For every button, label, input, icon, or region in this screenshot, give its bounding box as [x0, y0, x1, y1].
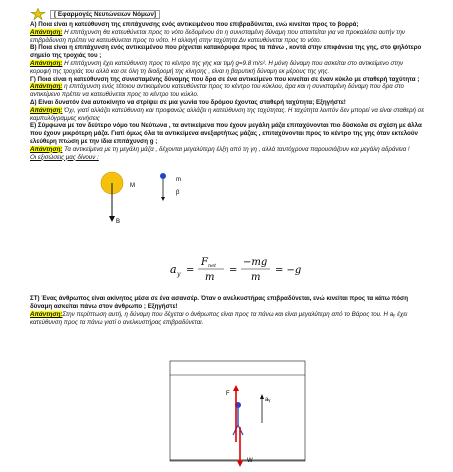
document-page [30, 8, 425, 467]
answer-text: Όχι, γιατί αλλάζει κατεύθυνση και προφανώς αλλάζει η κατεύθυνση της ταχύτητας. Η ταχύτητα λοιπόν δεν μπορεί να είναι σταθερή σε καμπυλόγραμμες κινήσεις [30, 106, 425, 122]
weight-W-arrowhead [237, 461, 243, 467]
answer-label: Απάντηση: [30, 106, 63, 114]
answer-label: Απάντηση: [30, 145, 63, 153]
small-ball [160, 173, 166, 179]
formula-sub-net: net [208, 263, 217, 270]
answer-paragraph [30, 83, 425, 99]
answer-text: η επιτάχυνση ενός τέτοιου αντικειμένου κατευθύνεται προς το κέντρο του κύκλου, άρα και η συνισταμένη δύναμη που δρα στο αντικείμενο πρέπει να κατευθύνεται προς το κέντρο του κύκλο. [30, 83, 404, 99]
question-text: Β) Ποια είναι η επιτάχυνση ενός αντικειμένου που ρίχνεται κατακόρυφα προς τα πάνω , κοντά στην επιφάνεια της γης, στο ψηλότερο σημείο της τροχιάς του ; [30, 44, 422, 60]
formula-den2: m [251, 272, 261, 284]
answer-paragraph [30, 107, 425, 123]
formula-num1: F [201, 257, 208, 269]
label-W: W [247, 457, 253, 464]
qa-block [30, 21, 425, 154]
formula-num2: −mg [243, 257, 268, 269]
formula-rhs: = −g [275, 265, 302, 277]
free-fall-formula [30, 247, 425, 295]
answer-label: Απάντηση: [30, 83, 63, 91]
star-icon [30, 8, 46, 20]
large-ball-arrowhead [109, 216, 115, 222]
answer-label: Απάντηση: [30, 28, 63, 36]
question-text: Γ) Ποια είναι η κατεύθυνση της συνισταμένης δύναμης που δρα σε ένα αντικείμενο που κινείται σε έναν κύκλο με σταθερή ταχύτητα ; [30, 75, 420, 83]
label-M: M [130, 183, 135, 190]
answer-label: Απάντηση: [30, 59, 63, 67]
answer-paragraph [30, 311, 425, 327]
section-title [30, 8, 425, 20]
answer-label: Απάντηση: [30, 310, 63, 318]
label-F: F [226, 390, 230, 397]
formula-sub-y: y [177, 271, 181, 279]
question-text: Ε) Σύμφωνα με τον δεύτερο νόμο του Νεύτωνα , τα αντικείμενα που έχουν μεγάλη μάζα επιταχύνονται πιο δύσκολα σε σχέση με άλλα που έχουν μικρότερη μάζα. Γιατί όμως όλα τα αντικείμενα ανεξαρτήτως μάζας , επιταχύνονται προς το κέντρο της γης όταν εκτελούν ελεύθερη πτώση με την ίδια επιτάχυνση g ; [30, 122, 422, 145]
question-text: Α) Ποια είναι η κατεύθυνση της επιτάχυνσης ενός αντικειμένου που επιβραδύνεται, ενώ κινείται προς το βορρά; [30, 21, 359, 28]
figure-falling-masses-svg [30, 161, 425, 247]
formula-den1: m [205, 272, 215, 284]
figure-elevator-svg [30, 327, 425, 467]
question-text: Δ) Είναι δυνατόν ένα αυτοκίνητο να στρίψει σε μια γωνία του δρόμου έχοντας σταθερή ταχύτητα; Εξηγήστε! [30, 98, 346, 106]
title-text: [ Εφαρμογές Νευτώνειων Νόμων] [50, 10, 160, 19]
equations-note: Οι εξισώσεις μας δίνουν : [30, 153, 99, 161]
question-text: ΣΤ) Ένας άνθρωπος είναι ακίνητος μέσα σε ένα ασανσέρ. Όταν ο ανελκυστήρας επιβραδύνεται, ενώ κινείται προς τα κάτω πόση δύναμη ασκείται πάνω στον άνθρωπο ; Εξηγήστε! [30, 295, 409, 311]
formula-svg [30, 247, 425, 295]
formula-eq2: = [229, 265, 238, 277]
answer-text: Τα αντικείμενα με τη μεγάλη μάζα , δέχονται μεγαλύτερη έλξη από τη γη , αλλά ταυτόχρονα παρουσιάζουν και μεγάλη αδράνεια ! [62, 145, 410, 153]
figure-elevator [30, 327, 425, 467]
answer-text: Η επιτάχυνση έχει κατεύθυνση προς το κέντρο της γης και τιμή g=9.8 m/s². Η μόνη δύναμη που ασκείται στο αντικείμενο στην κορυφή της τροχιάς του αλλά και σε όλη τη διαδρομή της κίνησης , είναι η βαρυτική δύναμη εκ μέρους της γης. [30, 59, 404, 75]
formula-eq1: = [186, 265, 195, 277]
figure-falling-masses [30, 161, 425, 247]
answer-text: Στην περίπτωση αυτή, η δύναμη που δέχεται ο άνθρωπος είναι προς τα πάνω και είναι μεγαλύτερη από το Βάρος του. Η aᵧ έχει κατεύθυνση προς τα πάνω γιατί ο ανελκυστήρας επιβραδύνεται. [30, 310, 408, 326]
answer-text: Η επιτάχυνση θα κατευθύνεται προς το νότο δεδομένου ότι η συνισταμένη δύναμη που απαιτείται για να προκαλέσει αυτήν την επιβράδυνση πρέπει να κατευθύνεται προς το νότο. Η αλλαγή στην ταχύτητα Δν κατευθύνεται προς το νότο. [30, 28, 405, 44]
answer-paragraph [30, 29, 425, 45]
label-beta: β [176, 190, 180, 197]
accel-arrowhead [260, 394, 264, 399]
label-ay: aᵧ [265, 396, 271, 403]
answer-paragraph [30, 60, 425, 76]
label-B: B [116, 219, 121, 226]
qa-block-2 [30, 295, 425, 326]
answer-paragraph [30, 146, 425, 154]
small-ball-arrowhead [161, 197, 165, 201]
label-m: m [176, 177, 181, 184]
formula-lhs: a [170, 263, 177, 277]
force-F-arrowhead [233, 385, 239, 391]
